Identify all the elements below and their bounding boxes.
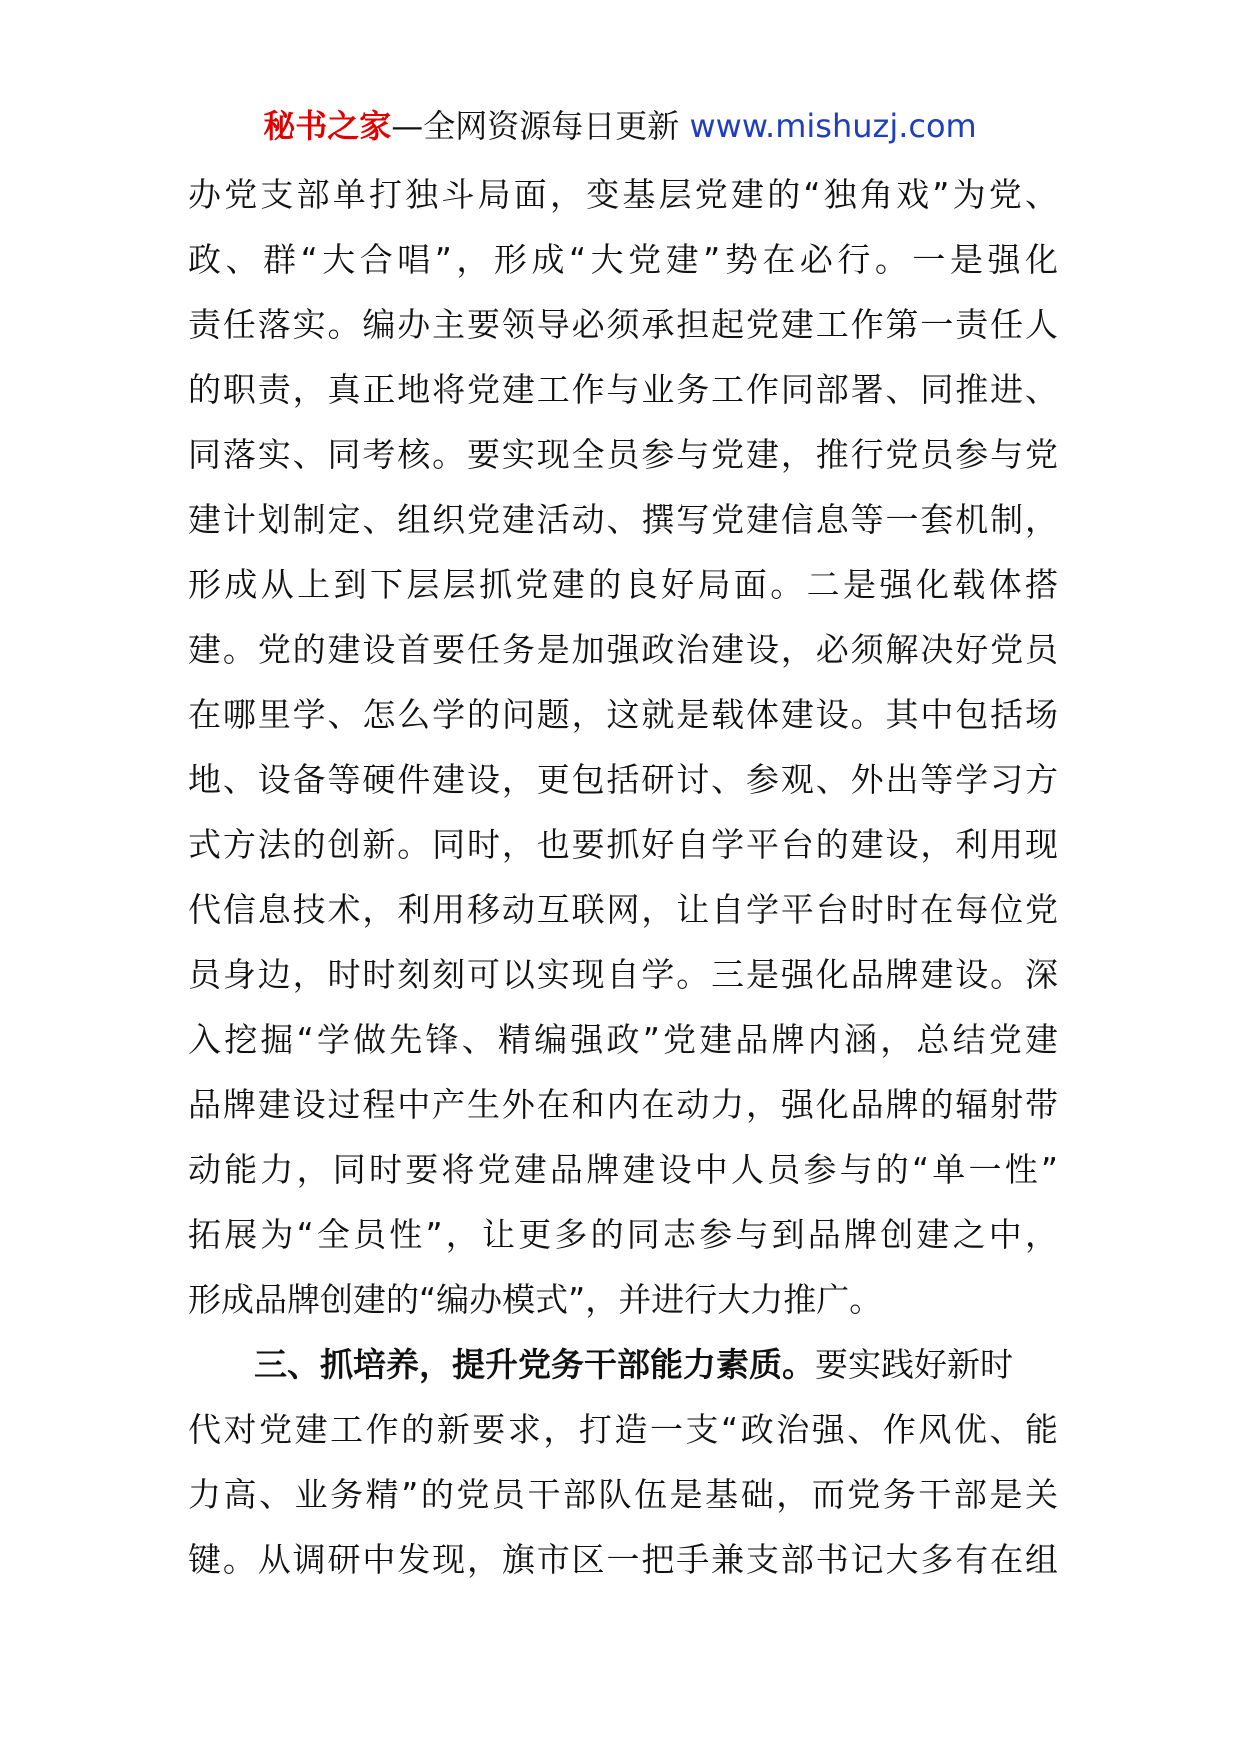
text-line: 代信息技术，利用移动互联网，让自学平台时时在每位党 (188, 890, 1058, 929)
brand-name: 秘书之家 (263, 107, 392, 145)
site-header (0, 98, 1240, 154)
site-url[interactable]: www.mishuzj.com (689, 107, 977, 145)
text-line: 品牌建设过程中产生外在和内在动力，强化品牌的辐射带 (188, 1085, 1058, 1124)
text-line: 的职责，真正地将党建工作与业务工作同部署、同推进、 (188, 370, 1058, 409)
section-3-heading: 三、抓培养，提升党务干部能力素质。 (254, 1345, 815, 1384)
text-line: 在哪里学、怎么学的问题，这就是载体建设。其中包括场 (188, 695, 1058, 734)
text-line: 入挖掘“学做先锋、精编强政”党建品牌内涵，总结党建 (188, 1020, 1058, 1059)
text-line: 同落实、同考核。要实现全员参与党建，推行党员参与党 (188, 435, 1058, 474)
text-line: 责任落实。编办主要领导必须承担起党建工作第一责任人 (188, 305, 1058, 344)
text-line: 式方法的创新。同时，也要抓好自学平台的建设，利用现 (188, 825, 1058, 864)
section-3-first-line (188, 1332, 1058, 1397)
section-3-text: 要实践好新时 (815, 1345, 1013, 1384)
text-line: 地、设备等硬件建设，更包括研讨、参观、外出等学习方 (188, 760, 1058, 799)
text-line: 力高、业务精”的党员干部队伍是基础，而党务干部是关 (188, 1475, 1058, 1514)
text-line: 办党支部单打独斗局面，变基层党建的“独角戏”为党、 (188, 175, 1058, 214)
text-line: 键。从调研中发现，旗市区一把手兼支部书记大多有在组 (188, 1540, 1058, 1579)
text-line: 形成品牌创建的“编办模式”，并进行大力推广。 (188, 1280, 883, 1319)
text-line: 建。党的建设首要任务是加强政治建设，必须解决好党员 (188, 630, 1058, 669)
header-slogan: —全网资源每日更新 (391, 107, 680, 145)
text-line: 员身边，时时刻刻可以实现自学。三是强化品牌建设。深 (188, 955, 1058, 994)
text-line: 代对党建工作的新要求，打造一支“政治强、作风优、能 (188, 1410, 1058, 1449)
text-line: 拓展为“全员性”，让更多的同志参与到品牌创建之中， (188, 1215, 1058, 1254)
text-line: 动能力，同时要将党建品牌建设中人员参与的“单一性” (188, 1150, 1058, 1189)
text-line: 政、群“大合唱”，形成“大党建”势在必行。一是强化 (188, 240, 1058, 279)
body-text (188, 162, 1058, 1592)
text-line: 建计划制定、组织党建活动、撰写党建信息等一套机制， (188, 500, 1058, 539)
text-line: 形成从上到下层层抓党建的良好局面。二是强化载体搭 (188, 565, 1058, 604)
